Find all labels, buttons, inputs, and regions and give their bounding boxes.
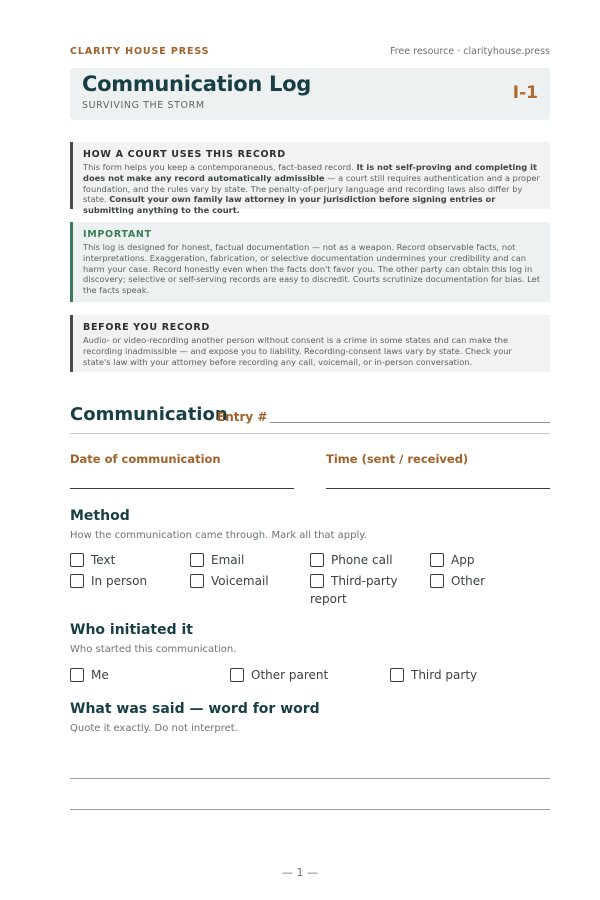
time-field[interactable] [326,488,550,489]
date-label: Date of communication [70,452,221,466]
said-subtitle: Quote it exactly. Do not interpret. [70,723,238,734]
checkbox[interactable] [310,553,324,567]
method-option-label: Phone call [331,553,393,567]
notice-court-text-2: — a court still requires authentication and a proper foundation, and the rules vary by state. The penalty-of-perjury language and recording laws also differ by state. [83,172,540,205]
notice-important [70,222,550,302]
section-divider [70,433,550,434]
method-option-label: Email [211,553,245,567]
initiator-subtitle: Who started this communication. [70,644,237,655]
initiator-option-label: Me [91,668,109,682]
said-write-line-1[interactable] [70,778,550,779]
form-subtitle: SURVIVING THE STORM [82,100,205,111]
form-header [70,68,550,120]
resource-note: Free resource · clarityhouse.press [389,46,550,57]
method-option-label: Voicemail [211,574,269,588]
entry-number-label: Entry # [217,410,268,424]
notice-important-body: This log is designed for honest, factual documentation — not as a weapon. Record observable facts, not interpretations. Exaggeration, fabrication, or selective documentation undermines your credibility and can harm your case. Record honestly even when the facts don't favor you. The other party can obtain this log in discovery; selective or self-serving records are easy to discredit. Courts scrutinize documentation for bias. Let the facts speak. [83,242,541,296]
notice-court-text-1: This form helps you keep a contemporaneous, fact-based record. [83,162,357,172]
initiator-title: Who initiated it [70,622,193,638]
top-bar [70,46,550,60]
checkbox[interactable] [190,574,204,588]
method-subtitle: How the communication came through. Mark all that apply. [70,530,367,541]
method-option-label: Third-party report [310,574,398,606]
notice-before-record [70,315,550,372]
notice-important-heading: IMPORTANT [83,229,152,240]
checkbox[interactable] [390,668,404,682]
said-title: What was said — word for word [70,701,320,717]
initiator-option-label: Other parent [251,668,329,682]
checkbox[interactable] [190,553,204,567]
checkbox[interactable] [430,574,444,588]
checkbox[interactable] [70,553,84,567]
time-label: Time (sent / received) [326,452,469,466]
checkbox[interactable] [430,553,444,567]
publisher-name: CLARITY HOUSE PRESS [70,46,210,57]
notice-court-use [70,142,550,216]
notice-court-heading: HOW A COURT USES THIS RECORD [83,149,286,160]
date-field[interactable] [70,488,294,489]
initiator-option-label: Third party [411,668,478,682]
page-number: — 1 — [282,866,318,879]
method-title: Method [70,508,130,524]
notice-court-bold-1: It is not self-proving and completing it does not make any record automatically admissible [83,162,537,183]
notice-before-body: Audio- or video-recording another person without consent is a crime in some states and can make the recording inadmissible — and expose you to liability. Recording-consent laws vary by state. Check your state's law with your attorney before recording any call, voicemail, or in-person conversation. [83,335,512,367]
method-option-label: Other [451,574,486,588]
form-code: I-1 [512,83,538,103]
checkbox[interactable] [230,668,244,682]
said-write-line-2[interactable] [70,809,550,810]
notice-before-heading: BEFORE YOU RECORD [83,322,210,333]
checkbox[interactable] [70,668,84,682]
method-option-label: App [451,553,475,567]
notice-court-bold-2: Consult your own family law attorney in your jurisdiction before signing entries or submitting anything to the court. [83,194,496,216]
method-option-label: Text [91,553,116,567]
notice-court-body [83,162,540,216]
checkbox[interactable] [70,574,84,588]
entry-number-field[interactable] [270,422,550,423]
method-option-label: In person [91,574,148,588]
communication-title: Communication [70,404,228,425]
form-title: Communication Log [82,72,311,96]
